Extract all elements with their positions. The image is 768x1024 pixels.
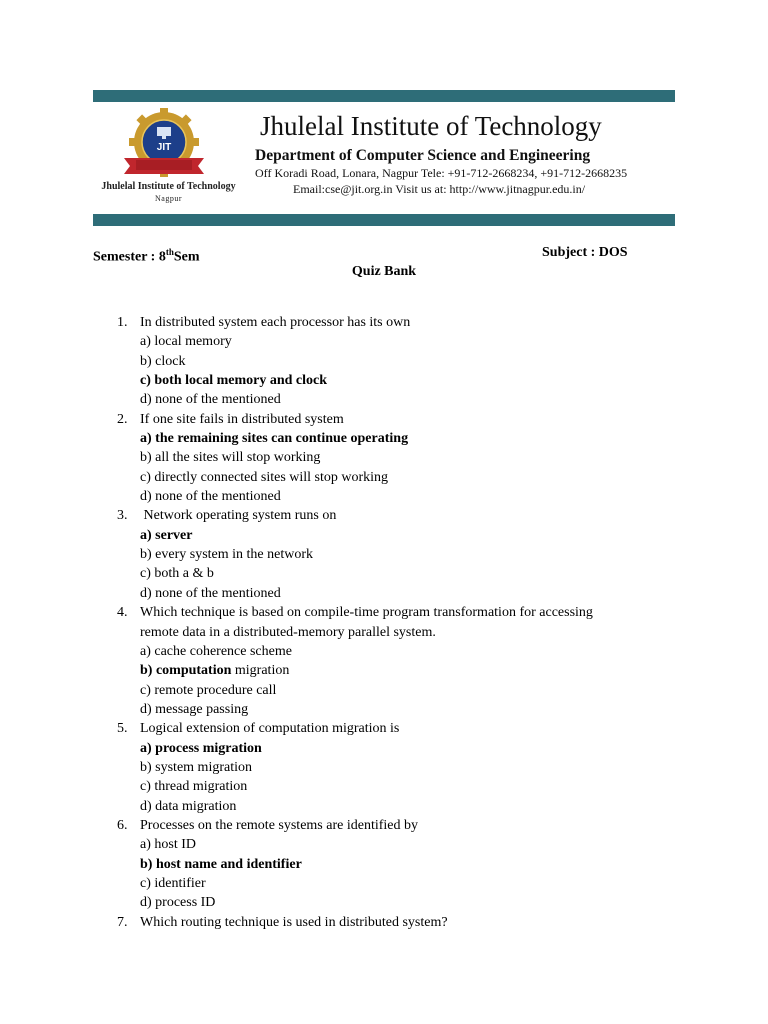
address-line: Off Koradi Road, Lonara, Nagpur Tele: +91-712-2668234, +91-712-2668235 — [255, 166, 628, 180]
question-text — [93, 719, 673, 738]
option-b-bold-part: b) computation — [140, 663, 232, 679]
question-text — [93, 816, 673, 835]
option-b-answer: b) host name and identifier — [140, 856, 302, 872]
question-item — [93, 313, 673, 410]
question-text — [93, 410, 673, 429]
question-number: 7. — [117, 914, 128, 930]
question-text — [93, 506, 673, 525]
question-stem: In distributed system each processor has its own — [140, 315, 411, 330]
question-item — [93, 603, 673, 719]
semester-sup: th — [165, 247, 174, 257]
subject-label: Subject : DOS — [542, 245, 628, 260]
institute-title: Jhulelal Institute of Technology — [260, 111, 602, 141]
logo-city-text: Nagpur — [155, 194, 182, 203]
option-c: c) thread migration — [140, 779, 248, 795]
question-number: 3. — [117, 508, 128, 524]
svg-text:JIT: JIT — [156, 142, 172, 153]
option-a-answer: a) the remaining sites can continue operating — [140, 431, 409, 447]
question-list — [93, 313, 673, 932]
option-c: c) directly connected sites will stop working — [140, 469, 389, 485]
gear-seal-icon — [118, 108, 210, 180]
option-c-answer: c) both local memory and clock — [140, 373, 328, 389]
question-item — [93, 816, 673, 913]
option-b: b) all the sites will stop working — [140, 450, 321, 466]
question-item — [93, 410, 673, 507]
question-number: 5. — [117, 721, 128, 737]
header-bottom-band — [93, 214, 675, 226]
question-stem-continued: remote data in a distributed-memory parallel system. — [140, 624, 436, 640]
option-c: c) identifier — [140, 875, 206, 891]
option-b-answer — [93, 661, 673, 680]
option-a-answer: a) process migration — [140, 740, 262, 756]
question-number: 1. — [117, 315, 128, 330]
option-b-rest: migration — [231, 663, 290, 679]
question-stem: Processes on the remote systems are identified by — [140, 817, 418, 833]
semester-suffix: Sem — [173, 249, 200, 265]
option-d: d) none of the mentioned — [140, 489, 281, 505]
question-number: 4. — [117, 605, 128, 621]
option-b: b) every system in the network — [140, 547, 314, 563]
option-b: b) clock — [140, 353, 186, 369]
option-d: d) none of the mentioned — [140, 392, 281, 408]
logo-caption-text: Jhulelal Institute of Technology — [101, 181, 236, 192]
question-item — [93, 506, 673, 603]
option-c: c) both a & b — [140, 566, 214, 582]
option-a-answer: a) server — [140, 527, 193, 543]
option-d: d) process ID — [140, 895, 216, 911]
question-text — [93, 603, 673, 622]
question-item — [93, 913, 673, 932]
question-number: 2. — [117, 411, 128, 427]
question-stem: Network operating system runs on — [140, 508, 337, 524]
option-a: a) host ID — [140, 837, 196, 853]
option-b: b) system migration — [140, 759, 252, 775]
question-stem: If one site fails in distributed system — [140, 411, 344, 427]
question-text — [93, 913, 673, 932]
question-text — [93, 313, 673, 332]
semester-text: Semester : 8 — [93, 249, 166, 265]
option-d: d) message passing — [140, 701, 249, 717]
question-stem: Logical extension of computation migration is — [140, 721, 400, 737]
header-top-band — [93, 90, 675, 102]
question-stem: Which routing technique is used in distributed system? — [140, 914, 448, 930]
institute-logo — [96, 108, 246, 208]
question-stem: Which technique is based on compile-time program transformation for accessing — [140, 605, 593, 621]
option-d: d) none of the mentioned — [140, 585, 281, 601]
option-a: a) cache coherence scheme — [140, 643, 292, 659]
department-title: Department of Computer Science and Engineering — [255, 147, 591, 164]
question-item — [93, 719, 673, 816]
option-c: c) remote procedure call — [140, 682, 277, 698]
document-title: Quiz Bank — [351, 264, 417, 279]
option-d: d) data migration — [140, 798, 237, 814]
logo-caption — [96, 181, 241, 205]
question-number: 6. — [117, 817, 128, 833]
option-a: a) local memory — [140, 334, 232, 350]
email-line: Email:cse@jit.org.in Visit us at: http://www.jitnagpur.edu.in/ — [293, 182, 586, 196]
